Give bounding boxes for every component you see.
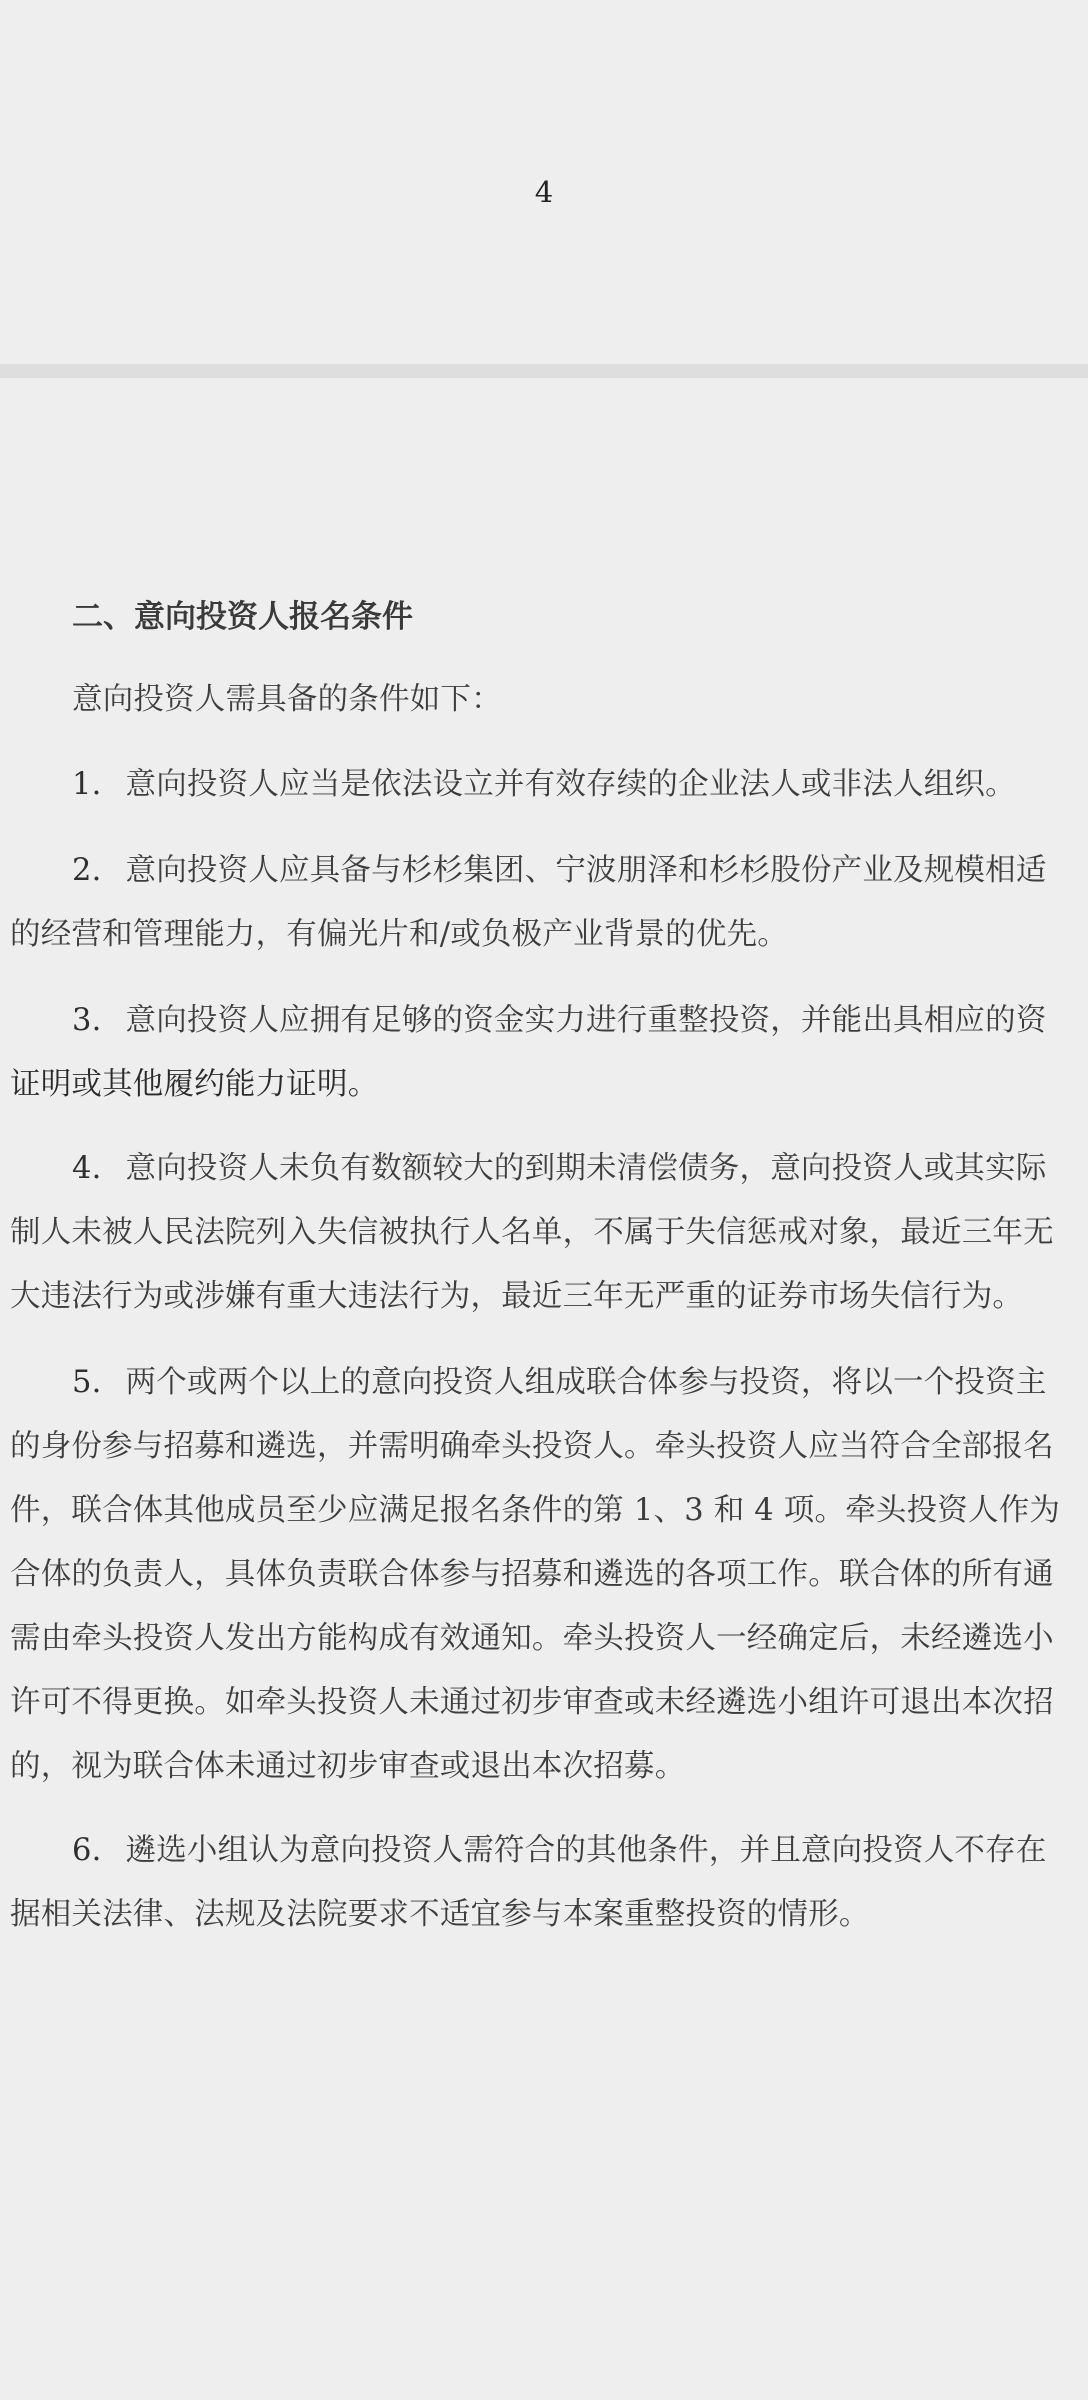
item-text: 意向投资人应具备与杉杉集团、宁波朋泽和杉杉股份产业及规模相适 [125, 853, 1047, 888]
previous-page [0, 0, 1088, 364]
item-continuation: 许可不得更换。如牵头投资人未通过初步审查或未经遴选小组许可退出本次招 [10, 1685, 1054, 1720]
section-heading: 二、意向投资人报名条件 [72, 599, 413, 635]
item-continuation: 制人未被人民法院列入失信被执行人名单，不属于失信惩戒对象，最近三年无 [10, 1215, 1054, 1250]
item-text: 意向投资人应拥有足够的资金实力进行重整投资，并能出具相应的资 [125, 1003, 1047, 1038]
list-item-1 [72, 758, 1016, 812]
list-item-6 [72, 1824, 1047, 1878]
item-continuation: 件，联合体其他成员至少应满足报名条件的第 1、3 和 4 项。牵头投资人作为 [10, 1493, 1061, 1528]
item-continuation: 的经营和管理能力，有偏光片和/或负极产业背景的优先。 [10, 917, 788, 952]
list-item-3 [72, 994, 1047, 1048]
document-page [0, 378, 1088, 2400]
item-continuation: 需由牵头投资人发出方能构成有效通知。牵头投资人一经确定后，未经遴选小 [10, 1621, 1054, 1656]
item-text: 意向投资人应当是依法设立并有效存续的企业法人或非法人组织。 [125, 767, 1016, 802]
item-continuation: 合体的负责人，具体负责联合体参与招募和遴选的各项工作。联合体的所有通 [10, 1557, 1054, 1592]
item-continuation: 大违法行为或涉嫌有重大违法行为，最近三年无严重的证券市场失信行为。 [10, 1279, 1024, 1314]
list-item-2 [72, 844, 1047, 898]
item-text: 遴选小组认为意向投资人需符合的其他条件，并且意向投资人不存在 [125, 1833, 1047, 1868]
item-continuation: 证明或其他履约能力证明。 [10, 1067, 379, 1102]
item-continuation: 据相关法律、法规及法院要求不适宜参与本案重整投资的情形。 [10, 1897, 870, 1932]
item-text: 意向投资人未负有数额较大的到期未清偿债务，意向投资人或其实际 [125, 1151, 1047, 1186]
item-number: 1. [72, 767, 102, 802]
item-number: 5. [72, 1365, 102, 1400]
list-item-5 [72, 1356, 1047, 1410]
item-number: 3. [72, 1003, 102, 1038]
item-continuation: 的，视为联合体未通过初步审查或退出本次招募。 [10, 1749, 686, 1784]
item-number: 2. [72, 853, 102, 888]
page-number: 4 [534, 175, 554, 209]
item-text: 两个或两个以上的意向投资人组成联合体参与投资，将以一个投资主 [125, 1365, 1047, 1400]
intro-text: 意向投资人需具备的条件如下： [72, 682, 502, 717]
page-divider [0, 364, 1088, 378]
list-item-4 [72, 1142, 1047, 1196]
item-number: 4. [72, 1151, 102, 1186]
item-continuation: 的身份参与招募和遴选，并需明确牵头投资人。牵头投资人应当符合全部报名 [10, 1429, 1054, 1464]
item-number: 6. [72, 1833, 102, 1868]
